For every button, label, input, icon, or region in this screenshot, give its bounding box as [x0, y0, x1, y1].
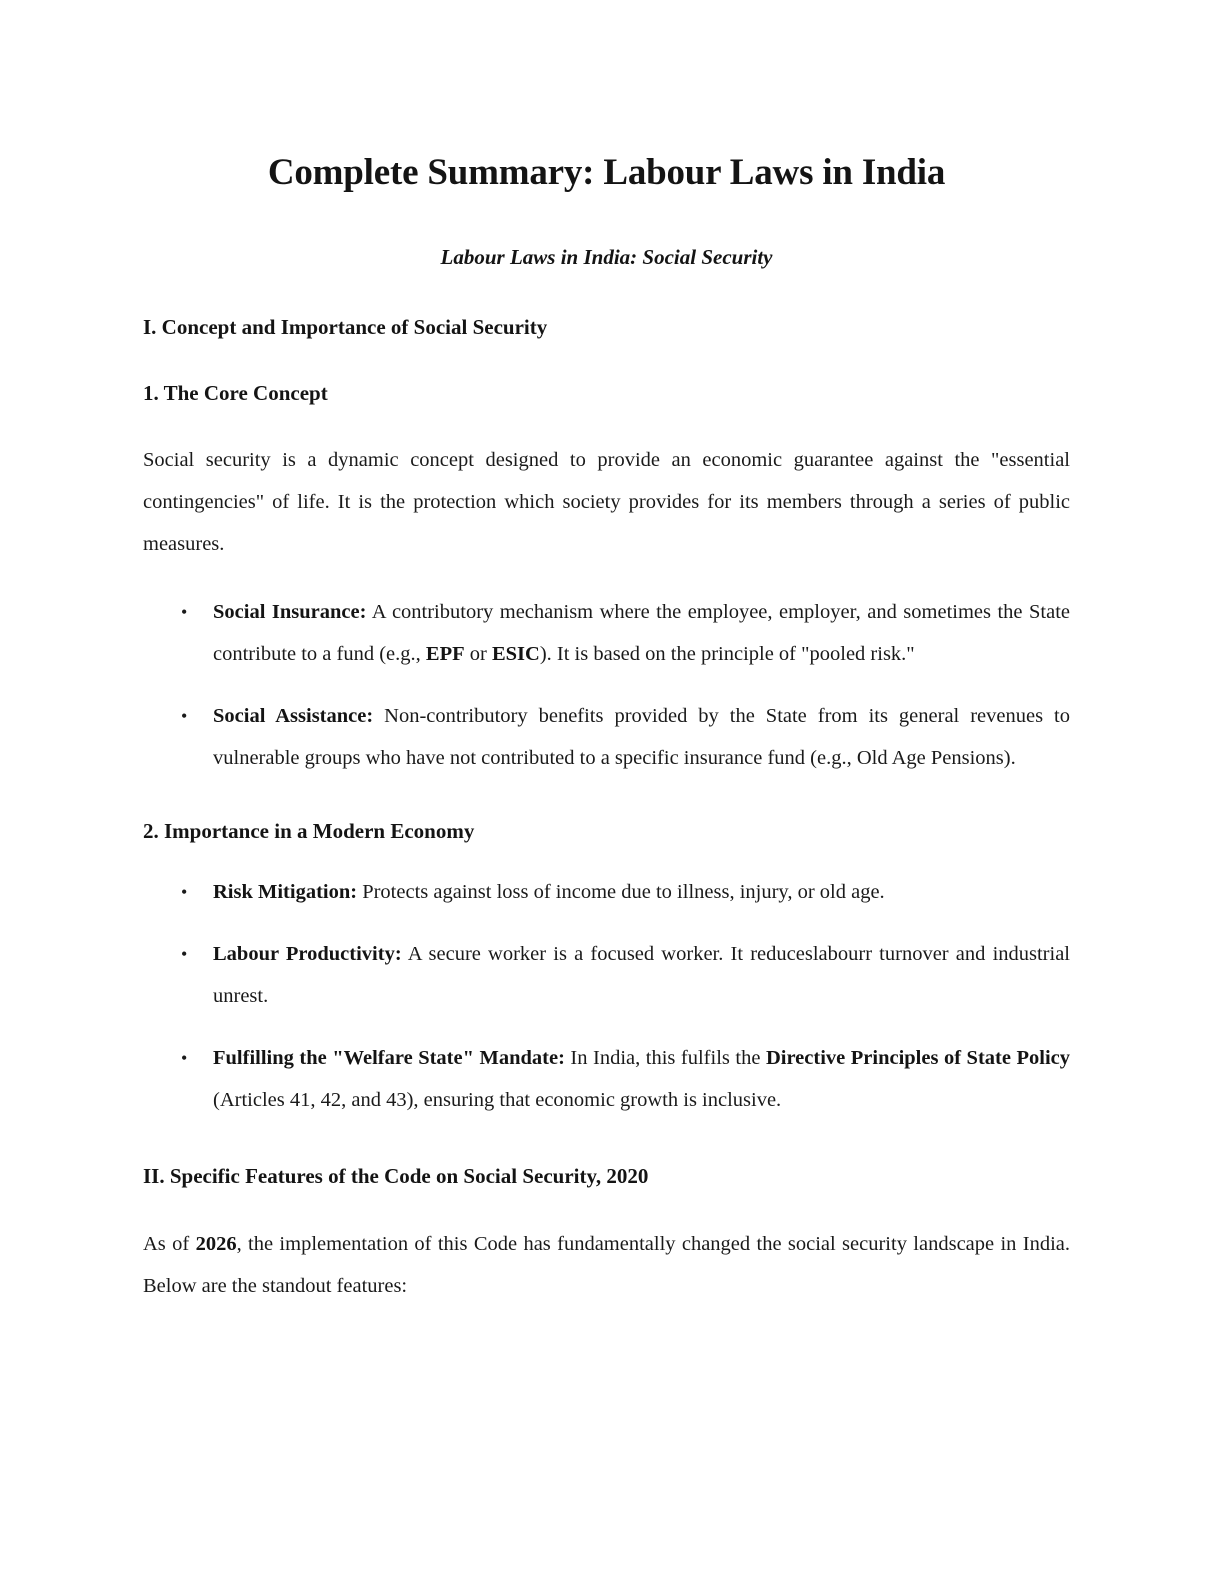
- list-item-text-tail: ). It is based on the principle of "pooled risk.": [539, 643, 915, 666]
- list-item: [143, 933, 1070, 1017]
- code-features-paragraph: [143, 1223, 1070, 1307]
- list-item-text: In India, this fulfils the: [564, 1047, 766, 1070]
- list-item: [143, 591, 1070, 675]
- list-item-text: Non-contributory benefits provided by the State from its general revenues to vulnerable groups who have not contributed to a specific insurance fund (e.g., Old Age Pensions).: [213, 705, 1070, 770]
- list-item-lead-in: Social Insurance:: [213, 601, 367, 624]
- list-item-lead-in: Risk Mitigation:: [213, 881, 358, 904]
- list-item-text-tail: (Articles 41, 42, and 43), ensuring that economic growth is inclusive.: [213, 1089, 782, 1112]
- core-concept-paragraph: Social security is a dynamic concept designed to provide an economic guarantee against the "essential contingencies" of life. It is the protection which society provides for its members through a series of public measures.: [143, 449, 1070, 556]
- importance-bullet-list: [143, 871, 1070, 1121]
- list-item-emphasis-esic: ESIC: [491, 643, 540, 666]
- page-title: Complete Summary: Labour Laws in India: [267, 152, 946, 193]
- bullet-point-icon: •: [181, 706, 188, 727]
- subsection-heading-2: 2. Importance in a Modern Economy: [143, 819, 475, 844]
- list-item-text: A contributory mechanism where the employee, employer, and sometimes the State contribute to a fund (e.g.,: [213, 601, 1070, 666]
- section-heading-i: I. Concept and Importance of Social Security: [143, 314, 548, 339]
- bullet-point-icon: •: [181, 602, 188, 623]
- list-item-emphasis-dpsp: Directive Principles of State Policy: [765, 1047, 1070, 1070]
- list-item-lead-in: Labour Productivity:: [213, 943, 402, 966]
- list-item-lead-in: Social Assistance:: [213, 705, 374, 728]
- list-item-text-continued: or: [464, 643, 492, 666]
- list-item-text: A secure worker is a focused worker. It reduceslabourr turnover and industrial unrest.: [213, 943, 1071, 1008]
- list-item-emphasis-epf: EPF: [425, 643, 465, 666]
- list-item: [143, 871, 1070, 913]
- section-heading-ii: II. Specific Features of the Code on Social Security, 2020: [143, 1164, 649, 1189]
- bullet-point-icon: •: [181, 944, 188, 965]
- paragraph-emphasis-year: 2026: [195, 1232, 237, 1255]
- list-item: [143, 1037, 1070, 1121]
- list-item: [143, 695, 1070, 779]
- bullet-point-icon: •: [181, 1048, 188, 1069]
- bullet-point-icon: •: [181, 882, 188, 903]
- paragraph-text-tail: , the implementation of this Code has fundamentally changed the social security landscape in India. Below are the standout features:: [143, 1232, 1070, 1297]
- paragraph-text: As of: [143, 1232, 196, 1255]
- document-subtitle: Labour Laws in India: Social Security: [440, 245, 773, 270]
- list-item-text: Protects against loss of income due to illness, injury, or old age.: [357, 881, 885, 904]
- list-item-lead-in: Fulfilling the "Welfare State" Mandate:: [213, 1047, 565, 1070]
- subsection-heading-1: 1. The Core Concept: [143, 380, 328, 405]
- core-concept-bullet-list: [143, 591, 1070, 779]
